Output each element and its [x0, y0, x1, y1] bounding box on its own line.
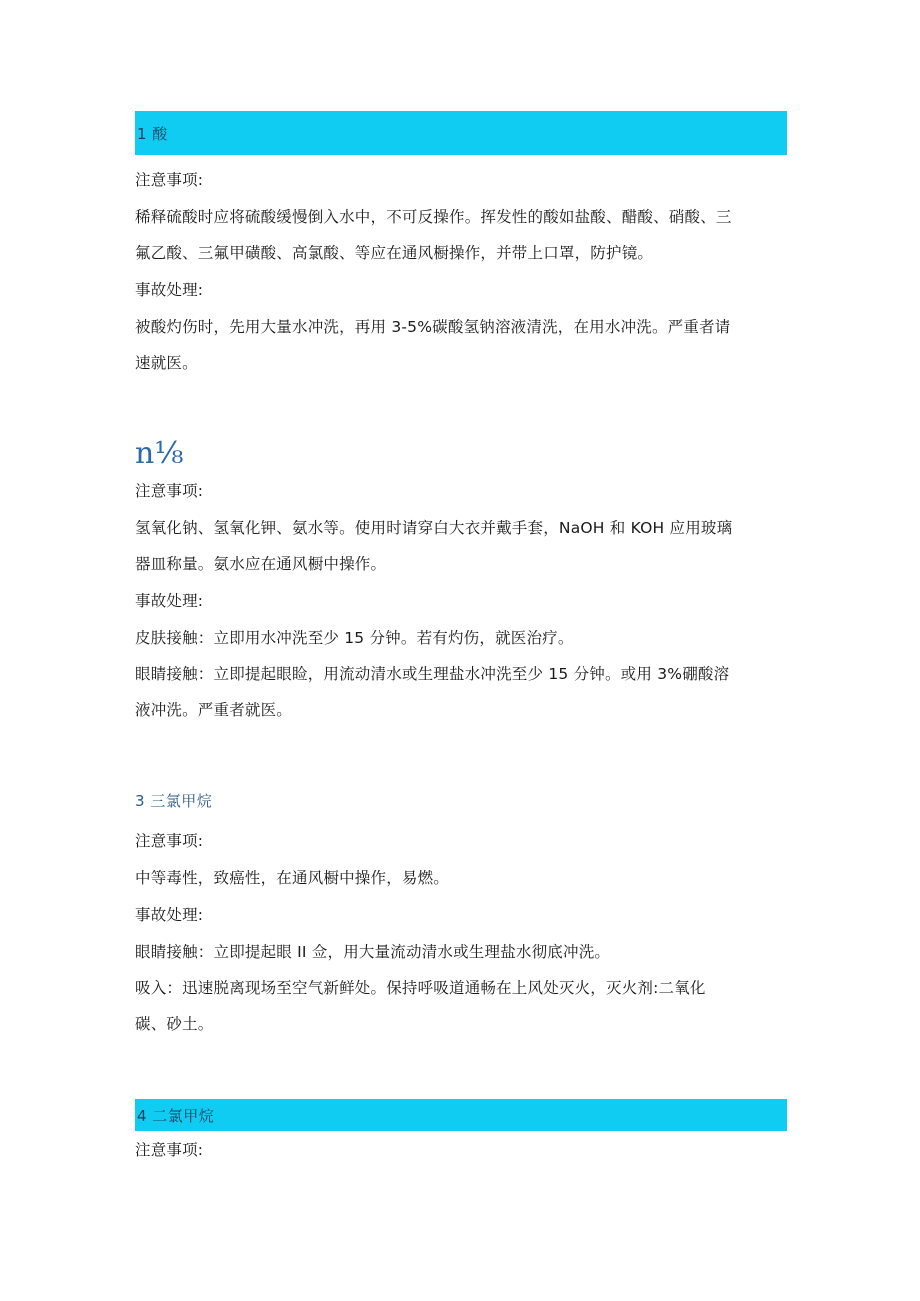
- accident-line: 碳、砂土。: [135, 1015, 214, 1033]
- section-heading: 3 三氯甲烷: [135, 792, 213, 810]
- label-accident: 事故处理:: [135, 281, 204, 299]
- section-heading: n⅛: [135, 436, 184, 471]
- label-notes: 注意事项:: [135, 171, 204, 189]
- accident-line: 眼睛接触：立即提起眼 II 佥，用大量流动清水或生理盐水彻底冲洗。: [135, 943, 611, 961]
- note-line: 中等毒性，致癌性，在通风橱中操作，易燃。: [135, 869, 450, 887]
- accident-line: 眼睛接触：立即提起眼睑，用流动清水或生理盐水冲洗至少 15 分钟。或用 3%硼酸溶: [135, 665, 730, 683]
- note-line: 氢氧化钠、氢氧化钾、氨水等。使用时请穿白大衣并戴手套，NaOH 和 KOH 应用玻璃: [135, 519, 733, 537]
- section-alkali: [135, 436, 787, 728]
- label-notes: 注意事项:: [135, 832, 204, 850]
- section-chloroform: [135, 790, 787, 1042]
- label-accident: 事故处理:: [135, 592, 204, 610]
- accident-line: 液冲洗。严重者就医。: [135, 701, 293, 719]
- label-notes: 注意事项:: [135, 482, 204, 500]
- section-dichloromethane: [135, 1099, 787, 1169]
- accident-line: 速就医。: [135, 354, 198, 372]
- accident-line: 吸入：迅速脱离现场至空气新鲜处。保持呼吸道通畅在上风处灭火，灭火剂:二氧化: [135, 979, 706, 997]
- section-heading: 4 二氯甲烷: [135, 1099, 787, 1131]
- note-line: 氟乙酸、三氟甲磺酸、高氯酸、等应在通风橱操作，并带上口罩，防护镜。: [135, 244, 654, 262]
- note-line: 器皿称量。氨水应在通风橱中操作。: [135, 555, 387, 573]
- accident-line: 被酸灼伤时，先用大量水冲洗，再用 3-5%碳酸氢钠溶液清洗，在用水冲洗。严重者请: [135, 318, 731, 336]
- label-accident: 事故处理:: [135, 906, 204, 924]
- label-notes: 注意事项:: [135, 1141, 204, 1159]
- note-line: 稀释硫酸时应将硫酸缓慢倒入水中，不可反操作。挥发性的酸如盐酸、醋酸、硝酸、三: [135, 208, 732, 226]
- accident-line: 皮肤接触：立即用水冲洗至少 15 分钟。若有灼伤，就医治疗。: [135, 629, 574, 647]
- section-acid: [135, 111, 787, 381]
- section-heading: 1 酸: [135, 111, 787, 155]
